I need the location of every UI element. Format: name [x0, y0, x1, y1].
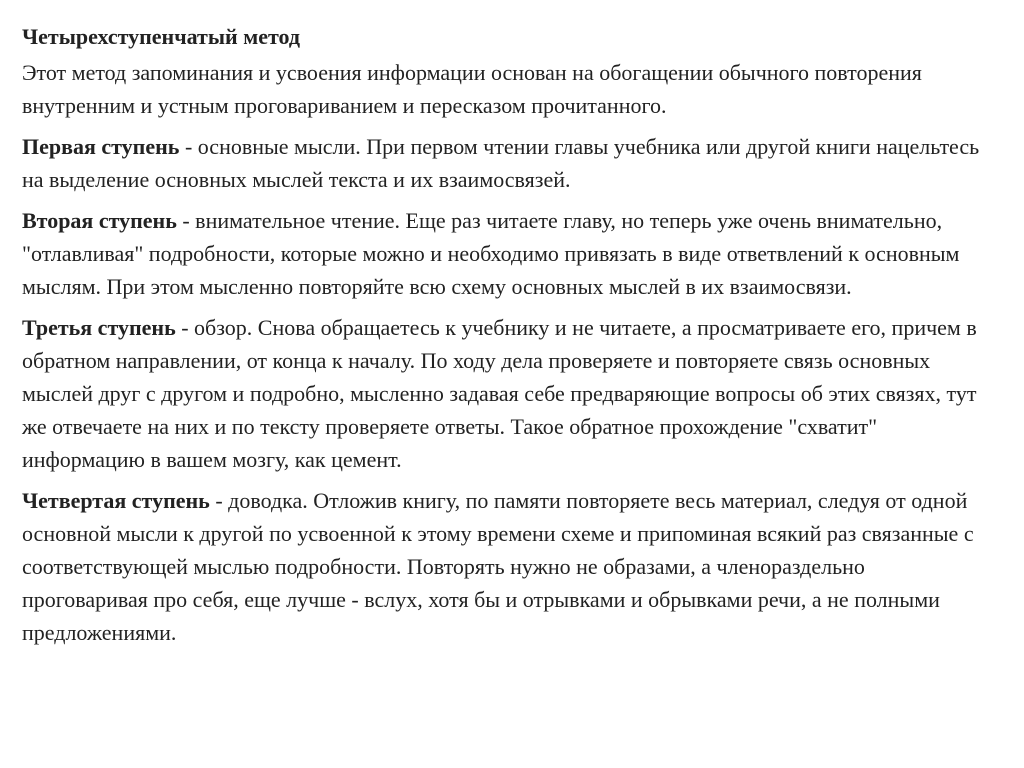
step-4-paragraph: [22, 484, 982, 649]
step-2-paragraph: [22, 204, 982, 303]
step-3-paragraph: [22, 311, 982, 476]
step-2-label: Вторая ступень: [22, 208, 177, 233]
intro-paragraph: Этот метод запоминания и усвоения информации основан на обогащении обычного повторения внутренним и устным проговариванием и пересказом прочитанного.: [22, 60, 922, 118]
step-2-text: - внимательное чтение. Еще раз читаете главу, но теперь уже очень внимательно, "отлавливая" подробности, которые можно и необходимо привязать в виде ответвлений к основным мыслям. При этом мысленно повторяйте всю схему основных мыслей в их взаимосвязи.: [22, 208, 960, 299]
step-1-label: Первая ступень: [22, 134, 180, 159]
step-3-text: - обзор. Снова обращаетесь к учебнику и не читаете, а просматриваете его, причем в обратном направлении, от конца к началу. По ходу дела проверяете и повторяете связь основных мыслей друг с другом и подробно, мысленно задавая себе предваряющие вопросы об этих связях, тут же отвечаете на них и по тексту проверяете ответы. Такое обратное прохождение "схватит" информацию в вашем мозгу, как цемент.: [22, 315, 977, 472]
step-1-paragraph: [22, 130, 982, 196]
document-title: Четырехступенчатый метод: [22, 24, 300, 49]
step-3-label: Третья ступень: [22, 315, 176, 340]
step-1-text: - основные мысли. При первом чтении главы учебника или другой книги нацельтесь на выделение основных мыслей текста и их взаимосвязей.: [22, 134, 980, 192]
step-4-label: Четвертая ступень: [22, 488, 210, 513]
step-4-text: - доводка. Отложив книгу, по памяти повторяете весь материал, следуя от одной основной мысли к другой по усвоенной к этому времени схеме и припоминая всякий раз связанные с соответствующей мыслью подробности. Повторять нужно не образами, а членораздельно проговаривая про себя, еще лучше - вслух, хотя бы и отрывками и обрывками речи, а не полными предложениями.: [22, 488, 974, 645]
document-slide: [22, 22, 982, 657]
